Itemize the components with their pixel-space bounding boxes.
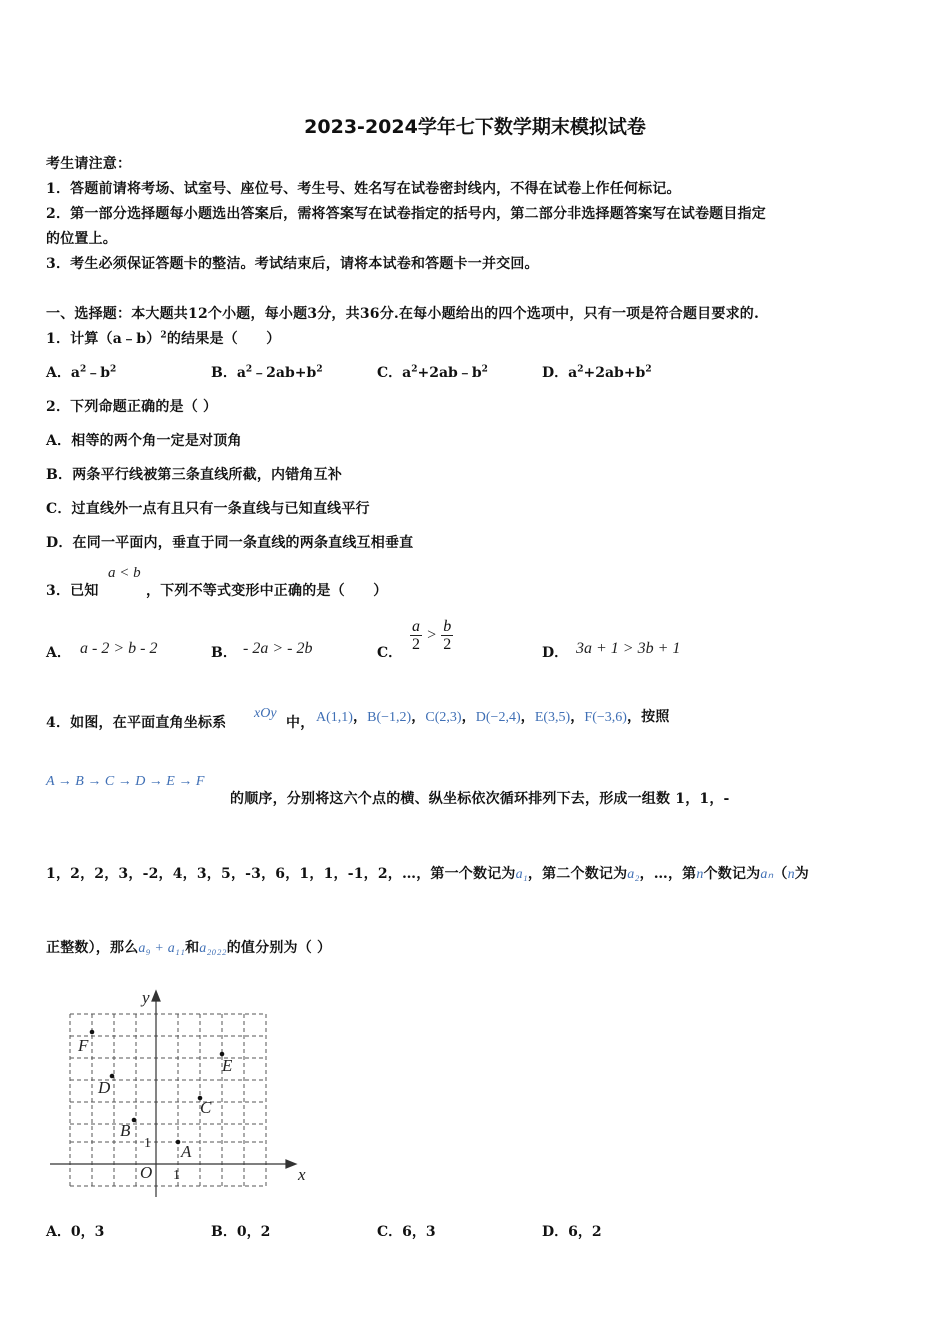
q4-order-sequence: A → B → C → D → E → F [46,774,205,789]
origin-label: O [140,1163,153,1182]
q4-line-3: 1，2，2，3，-2，4，3，5，-3，6，1，1，-1，2，…，第一个数记为a₁，第二个数记为a₂，…，第n个数记为aₙ（n为 [46,866,809,882]
point-b [132,1118,137,1123]
question-3-stem-end: ，下列不等式变形中正确的是（ ） [146,583,388,599]
q3-condition: a < b [108,565,141,581]
point-e-coord: E(3,5) [534,710,571,725]
q3-option-d-label[interactable]: D． [542,645,569,661]
q1-option-a[interactable]: A．$a^2﹣b^2$ [46,364,117,381]
x-axis-arrow [286,1160,296,1168]
point-b-coord: B(−1,2) [367,710,412,725]
y-axis-arrow [152,991,160,1001]
point-f-coord: F(−3,6) [584,710,627,725]
notice-item-1: 1．答题前请将考场、试室号、座位号、考生号、姓名写在试卷密封线内，不得在试卷上作任何标记。 [46,181,681,197]
label-f: F [78,1036,89,1055]
point-f [90,1030,95,1035]
q3-option-c-label[interactable]: C． [377,645,403,661]
label-a: A [181,1142,192,1161]
q3-option-a-label[interactable]: A． [46,645,71,661]
label-d: D [98,1078,111,1097]
point-d-coord: D(−2,4) [475,710,521,725]
q4-option-b[interactable]: B．0，2 [211,1224,271,1240]
q3-option-d[interactable]: 3a + 1 > 3b + 1 [576,640,681,657]
label-b: B [120,1121,131,1140]
notice-heading: 考生请注意： [46,156,132,172]
q2-option-a[interactable]: A．相等的两个角一定是对顶角 [46,433,242,449]
q4-option-a[interactable]: A．0，3 [46,1224,105,1240]
q4-line-4: 正整数），那么a₉ + a₁₁和a₂₀₂₂的值分别为（ ） [46,940,332,956]
q4-option-c[interactable]: C．6，3 [377,1224,436,1240]
label-c: C [200,1098,212,1117]
q4-text-zhong: 中， [286,715,315,731]
point-a-coord: A(1,1) [316,710,353,725]
question-2-stem: 2．下列命题正确的是（ ） [46,399,218,415]
notice-item-2: 2．第一部分选择题每小题选出答案后，需将答案写在试卷指定的括号内，第二部分非选择题答案写在试卷题目指定 [46,206,766,222]
point-c-coord: C(2,3) [425,710,462,725]
section-heading: 一、选择题：本大题共12个小题，每小题3分，共36分.在每小题给出的四个选项中，只有一项是符合题目要求的. [46,306,760,322]
fraction-b-over-2: $\frac{b}{2}$ [443,618,452,653]
x-tick-1: 1 [173,1168,180,1183]
notice-item-3: 3．考生必须保证答题卡的整洁。考试结束后，请将本试卷和答题卡一并交回。 [46,256,539,272]
page-title: 2023-2024学年七下数学期末模拟试卷 [304,116,646,138]
q2-option-d[interactable]: D．在同一平面内，垂直于同一条直线的两条直线互相垂直 [46,535,414,551]
grid-lines [70,1014,266,1186]
point-a [176,1140,181,1145]
question-4-stem-start: 4．如图，在平面直角坐标系 [46,715,227,731]
q1-option-d[interactable]: D．$a^2+2ab+b^2$ [542,364,652,381]
q4-points: A(1,1)，B(−1,2)，C(2,3)，D(−2,4)，E(3,5)，F(−3,6)，按照 [316,709,670,725]
q3-option-b-label[interactable]: B． [211,645,237,661]
q2-option-c[interactable]: C．过直线外一点有且只有一条直线与已知直线平行 [46,501,370,517]
question-1-stem: 1．计算（a﹣b）$^2$的结果是（ ） [46,330,281,347]
y-axis-label: y [142,988,150,1007]
y-tick-1: 1 [144,1136,151,1151]
q1-option-c[interactable]: C．$a^2+2ab﹣b^2$ [377,364,488,381]
q4-line-2: 的顺序，分别将这六个点的横、纵坐标依次循环排列下去，形成一组数 1，1，- [230,791,730,807]
q1-option-b[interactable]: B．$a^2﹣2ab+b^2$ [211,364,323,381]
point-d [110,1074,115,1079]
q3-option-b[interactable]: - 2a > - 2b [243,640,313,657]
x-axis-label: x [298,1165,306,1184]
q4-option-d[interactable]: D．6，2 [542,1224,602,1240]
q2-option-b[interactable]: B．两条平行线被第三条直线所截，内错角互补 [46,467,343,483]
coordinate-figure [40,985,310,1205]
q3-option-c[interactable]: $\frac{a}{2}$ > $\frac{b}{2}$ [412,618,452,653]
question-3-stem-start: 3．已知 [46,583,99,599]
fraction-a-over-2: $\frac{a}{2}$ [412,618,420,653]
notice-item-2-cont: 的位置上。 [46,231,117,247]
label-e: E [222,1056,233,1075]
q4-xoy: xOy [254,706,277,721]
q3-option-a[interactable]: a - 2 > b - 2 [80,640,158,657]
